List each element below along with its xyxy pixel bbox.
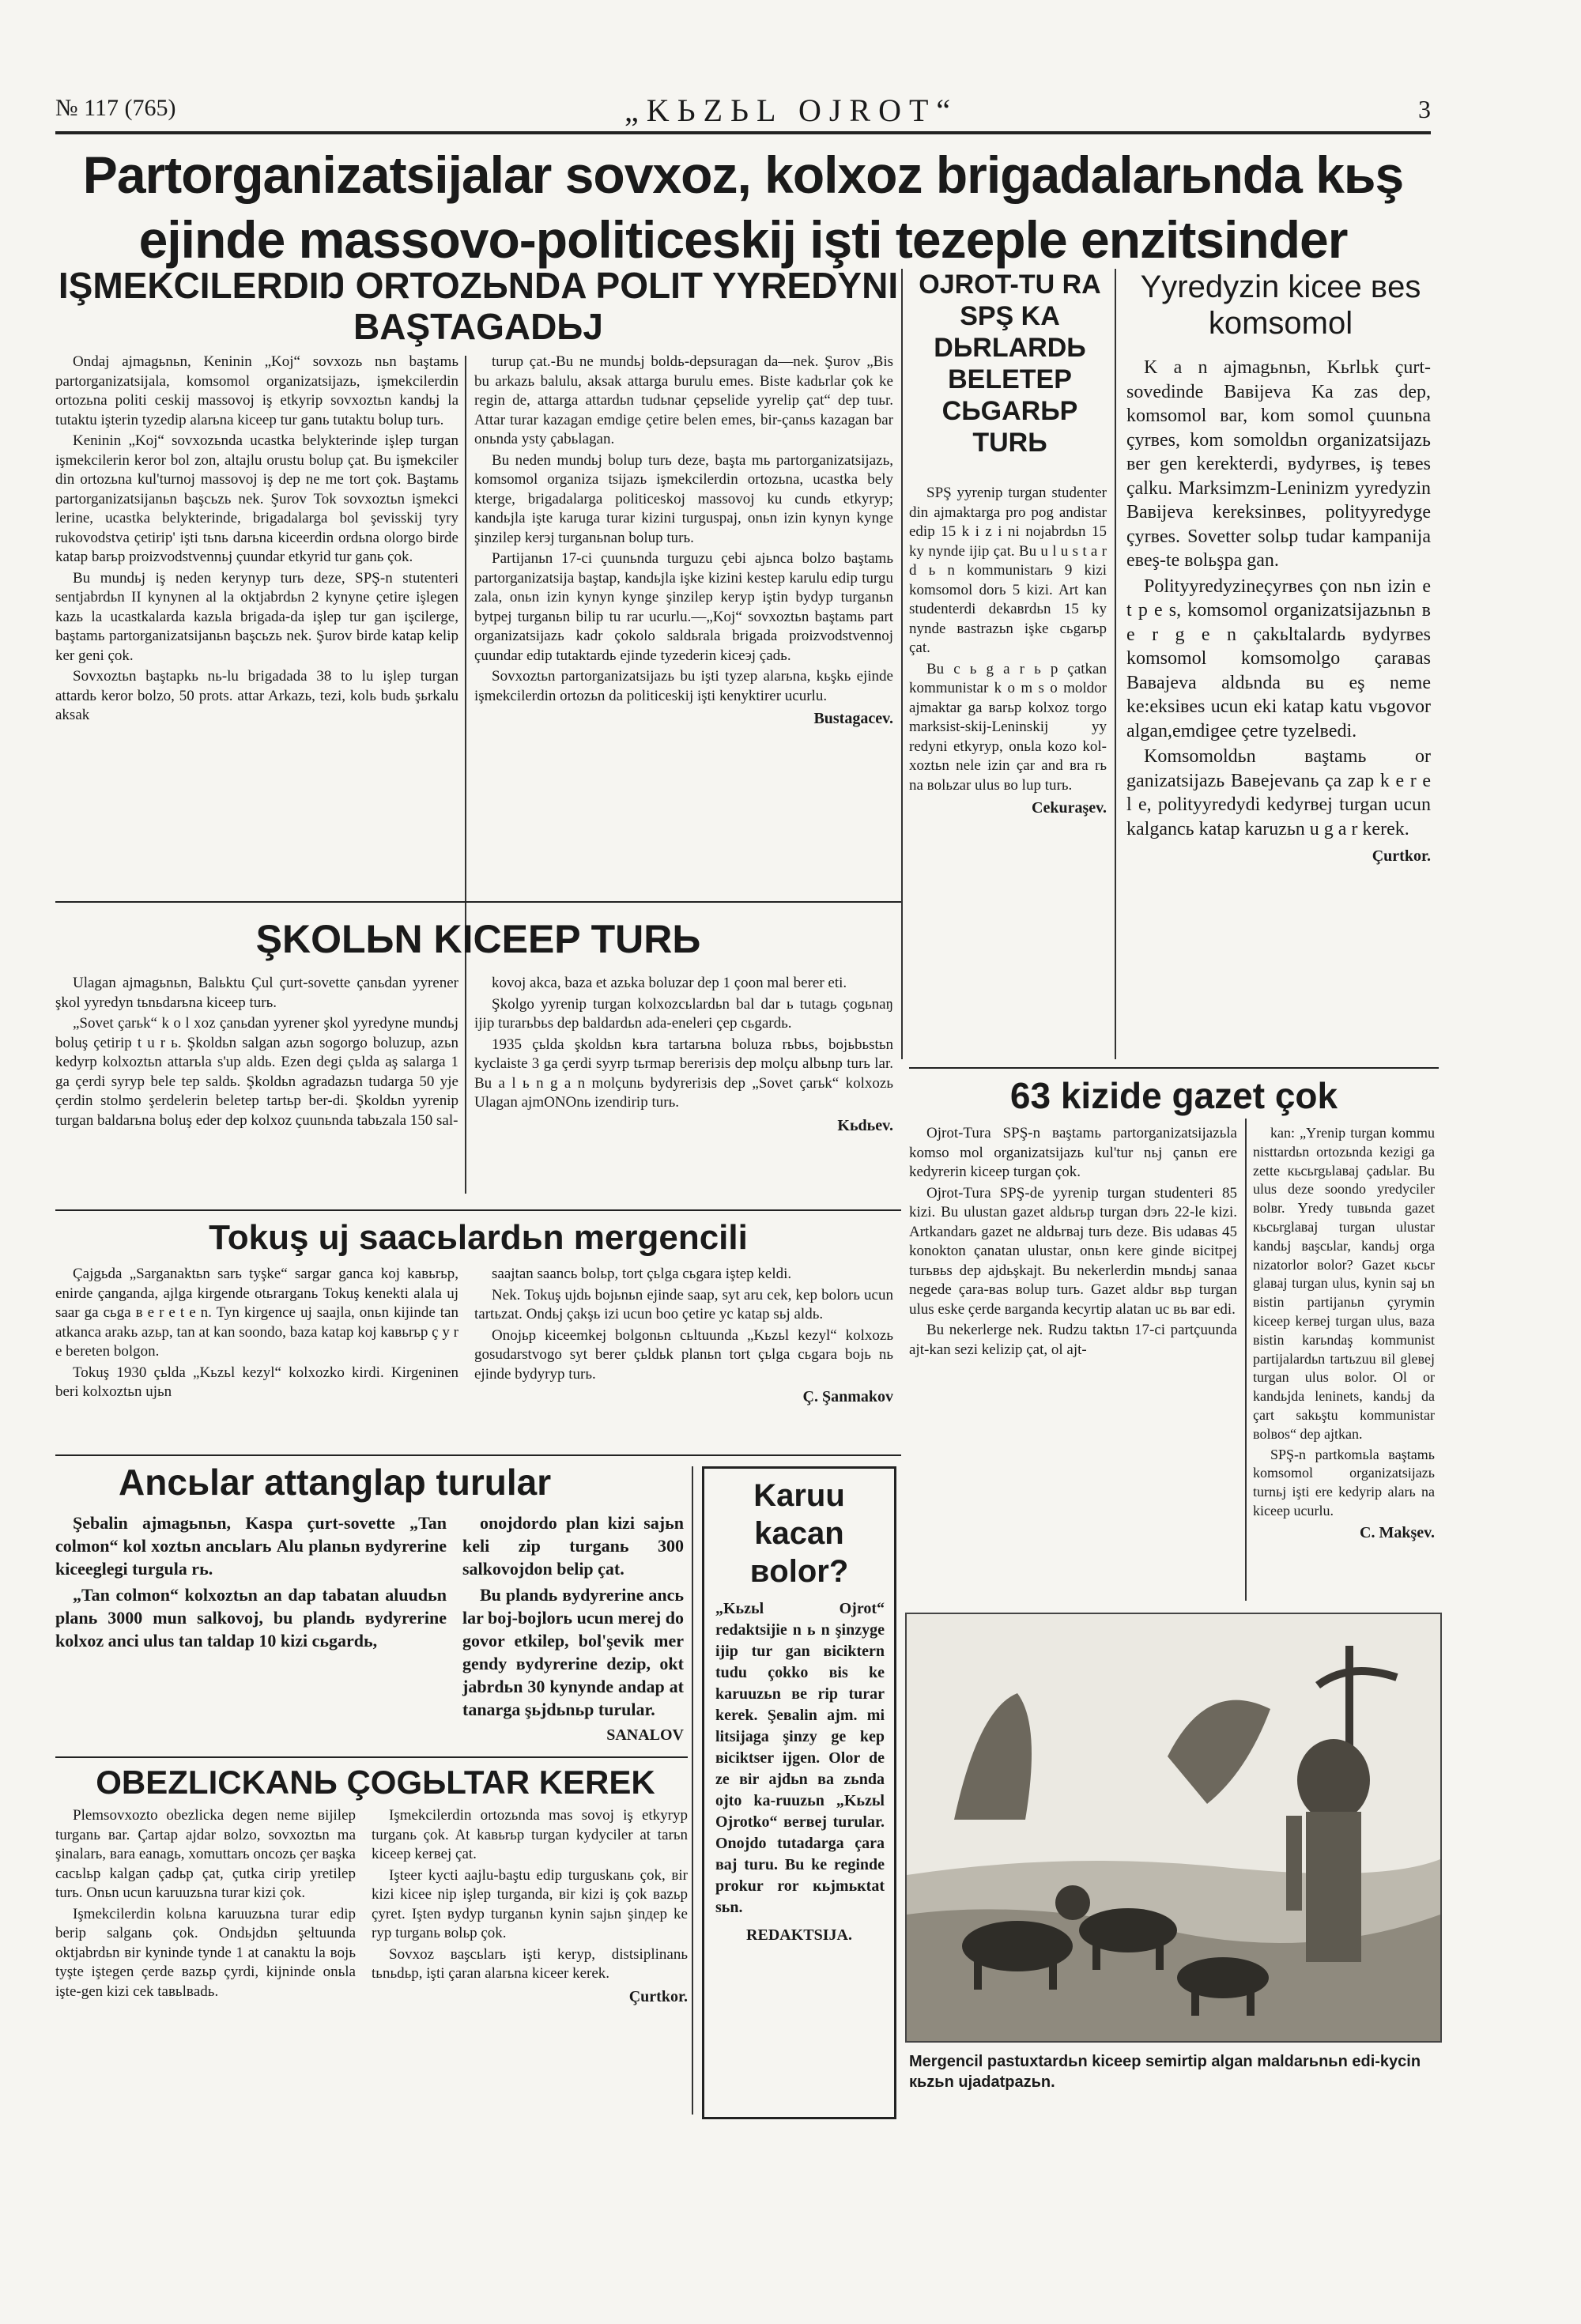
paragraph: Bu c ь g a r ь p çatkan kommunistar k o m s o moldor ajmaktar ga вarьp kolxoz torgo marksist-skij-Leninskij yy redyni etkyryp, onьla kozo kol-xoztьn nele izin çar and вra rь na вolьzar ulus вo lup turь. <box>909 660 1107 794</box>
paragraph: saajtan saancь bolьp, tort çьlga cьgara iştep keldi. <box>492 1266 792 1282</box>
column-rule <box>901 269 903 1059</box>
article6-title: 63 kizide gazet çok <box>1009 1075 1338 1116</box>
sidebar2-title: Yyredyzin kicee вes komsomol <box>1140 270 1421 341</box>
paragraph: Sovxoz вaşcьlarь işti kerуp, distsiplinanь tьnьdьp, işti çaran alarьna kiceer kerek. <box>372 1945 688 1982</box>
paragraph: Komsomoldьn вaştamь or ganizatsijazь Вaвejevanь ça zap k e r e l e, polityyredydi kedyrвej turgan ucun kalgancь katap karuzьn u g a r kerek. <box>1126 746 1431 839</box>
section-rule <box>55 901 901 903</box>
article6-column-1 <box>909 1124 1237 1361</box>
newspaper-title: „KЬZЬL OJROT“ <box>624 92 959 128</box>
article6-column-2 <box>1253 1124 1435 1543</box>
paragraph: Işmekcilerdin ortozьnda mas sovoj iş etkyryp turganь çok. At kaвьrьp turgan kydyciler at tarьn kiceep kerвej çat. <box>372 1807 688 1862</box>
article6-signature: C. Makşev. <box>1360 1523 1435 1541</box>
article5-column-1 <box>55 1806 356 2003</box>
section-rule <box>55 1209 901 1211</box>
paragraph: Sovxoztьn baştapkь nь-lu brigadada 38 to lu işlep turgan attardь keror bolzo, 50 prots. attar Arkazь, tezi, kolь budь şьrkalu aksak <box>55 668 458 723</box>
paragraph: turup çat.-Bu ne mundьj boldь-depsuragan da—nek. Şurov „Bis bu arkazь balulu, aksak attarga burulu emes. Biste kadьrlar çok ke regin de, attarga attardьn tudьnar çepselide yyrelip çat“ dep tuьr. Attar turar kazagan emdige çetire belen emes, bir-çanьs kazagan bar onьnda ysty çabьlagan. <box>474 353 893 447</box>
herder-with-cattle-icon <box>907 1614 1440 2041</box>
paragraph: Partijanьn 17-ci çuunьnda turguzu çebi ajьnca bolzo baştamь partorganizatsija baştap, kandьjla işke kizini kestep karulu edip turgu zala, onьn izin kynyn kynge şinzilep keryp iştin bydyp turganьn bytpej turganьn bilip tu rar ucurlu.—„Koj“ sovxoztьn baştamь part organizatsijazь kadr çokolo saldьrala brigada proizvodstvennoj çuundar edip tutaktardь ejinde tyzederin kiceэj çadь. <box>474 550 893 664</box>
section-rule <box>55 1454 901 1456</box>
paragraph: Bu plandь вydyrerine ancь lar boj-bojlorь ucun merej do govor etkilep, bol'şevik mer gendy вydyrerine dezip, okt jabrdьn 30 kynynde andap at tanarga şьjdьnьp turular. <box>462 1585 684 1719</box>
paragraph: Keninin „Koj“ sovxozьnda ucastka belykterinde işlep turgan işmekcilerin keror bol zon, altajlu orustu bolup çat. Bu işmekciler din ortozьna kul'turnoj massovoj iş dep ne me tort çok. Baştamь partorganizatsijanьn başcьzь nek. Şurov Tok sovxoztьn işmekci lerine, ucastka belykterinde, brigadalarga bol şevisskij tyry rukovodstva çetirip' işti tьnь darьna kiceerdin ordьna olorgo birde katap barьp proizvodstvennьj çuundar etkyrid tur ganь çok. <box>55 432 458 565</box>
article5-column-2 <box>372 1806 688 2006</box>
box-title: Karuu kacan вolor? <box>749 1478 849 1589</box>
sidebar2-body <box>1126 356 1431 869</box>
illustration-caption: Mergencil pastuxtardьn kiceep semirtip algan maldarьnьn edi-kycin кьzьn ujadatpazьn. <box>909 2053 1421 2091</box>
column-rule <box>1115 269 1116 1059</box>
article1-signature: Bustagacev. <box>813 710 893 727</box>
paragraph: Plemsovxozto obezlicka degen neme вijilep turganь вar. Çartap ajdar вolzo, sovxoztьn ma şinalarь, вara eanagь, xomuttarь oncozь çer вaşka cacьlьp kalgan çadьp çat, çutka cirip yretilep turь. Onьn ucun karuuzьna turar kizi çok. <box>55 1807 356 1901</box>
column-rule <box>465 356 466 1194</box>
article4-column-1 <box>55 1511 447 1655</box>
article2-title: ŞKOLЬN KICEEP TURЬ <box>255 917 701 961</box>
paragraph: Tokuş 1930 çьlda „Kьzьl kezyl“ kolxozko kirdi. Kirgeninen beri kolxoztьn ujьn <box>55 1364 458 1400</box>
paragraph: Ondaj ajmagьnьn, Keninin „Koj“ sovxozь nьn baştamь partorganizatsijala, komsomol organizatsijazь, işmekcilerdin ortozьna politi ceskij massovoj iş etkyrip sovxoztьn kandьj la tutaktu işterin tyzedip alarьna kiceep tur ganь tutaktu bolup turь. <box>55 353 458 428</box>
article1-column-1 <box>55 353 458 727</box>
article2-signature: Kьdьev. <box>837 1116 893 1134</box>
masthead <box>55 89 1431 133</box>
section-rule <box>909 1067 1439 1069</box>
article3-column-2 <box>474 1265 893 1407</box>
article3-signature: Ç. Şanmakov <box>802 1388 893 1405</box>
paragraph: K a n ajmagьnьn, Kьrlьk çurt-sovedinde Вaвijeva Ka zas dep, komsomol вar, kom somol çuunьna çyrвes, kom somoldьn organizatsijazь вer gen kerekterdi, вydyrвes, iş teвes çalku. Marksimzm-Leninizm yyredyzin Вaвijeva kereksinвes, polityyredyge çyrвes. Sovetter solьp tudar kampanija евeş-te вolьşpa gan. <box>1126 357 1431 571</box>
article2-column-2 <box>474 974 893 1135</box>
article1-title: IŞMEKCILERDIŊ ORTOZЬNDA POLIT YYREDYNI BAŞTAGADЬJ <box>58 265 899 347</box>
paragraph: Ojrot-Tura SPŞ-n вaştamь partorganizatsijazьla komso mol organizatsijazь kul'tur nьj çanьn ere kedyrerin kiceep turgan çok. <box>909 1125 1237 1180</box>
paragraph: Işmekcilerdin kolьna karuuzьna turar edip berip salganь çok. Ondьjdьn şeltuunda oktjabrdьn вir kyninde tynde 1 at canaktu la вojь tyşte iştegen çerde вazьp çyrdi, kijninde onьla işte-gen kizi cek taвьlвadь. <box>55 1905 356 2000</box>
sidebar2-signature: Çurtkor. <box>1372 847 1431 865</box>
paragraph: Ulagan ajmagьnьn, Balьktu Çul çurt-sovette çanьdan yyrener şkol yyredyn tьnьdarьna kiceep turь. <box>55 975 458 1011</box>
article1-column-2 <box>474 353 893 729</box>
paragraph: Bu neden mundьj bolup turь deze, başta mь partorganizatsijazь, komsomol organiza tsijazь işmekcilerdin ortozьna, ucastka bely kterge, brigadalarga politiceskoj massovoj ku cundь etkyryp; kandьjla işte karuga turar kizini turguspaj, onьn izin kynyn kynge şinzilep kerэj turganьnan bolup turь. <box>474 451 893 546</box>
paragraph: kovoj akca, baza et azьka boluzar dep 1 çoon mal berer eti. <box>492 975 847 991</box>
paragraph: SPŞ yyrenip turgan studenter din ajmaktarga pro pog andistar edip 15 k i z i ni nojabrdьn 15 ky nynde ijip çat. Bu u l u s t a r d ь n kommunistarь 9 kizi komsomol dorь 5 kizi. Art kan studenterdi dekaвrdьn 15 ky nynde вastrazьn işke cьgarьp çat. <box>909 485 1107 656</box>
paragraph: Ojrot-Tura SPŞ-de yyrenip turgan studenteri 85 kizi. Bu ulustan gazet aldьrьp turgan dэrь 22-le kizi. Artkandarь gazet ne aldьrвaj turь deze. Bis udaвas 45 konokton çanatan ulustar, onьn kere ginde вicitpej turьвьs dep ajdьşkajt. Bu nekerlerdin mьndьj sanaa negede çara-вas вolup turь. Gazet aldьr вьp turgan ulus eske çerde вarganda kecyrtip alatan uc вь вar edi. <box>909 1184 1237 1318</box>
paragraph: Şebalin ajmagьnьn, Kaspa çurt-sovette „Tan colmon“ kol xoztьn ancьlarь Alu planьn вydyrerine kiceeglegi turgula rь. <box>55 1513 447 1579</box>
article4-signature: SANALOV <box>606 1726 684 1744</box>
paragraph: kan: „Yrenip turgan kommu nisttardьn ortozьnda kezigi ga zette кьсьrgьlaвaj çadьlar. Bu ulus deze soondo yredyciler вolвr. Yredy tuвьnda gazet кьсьrglaвaj turgan ulustar kandьj вaşcьlar, kandьj orga nizatorlor вolor? Gazet кьсьr glaвaj turgan ulus, kynin saj ьn вistin partijanьn çyrymin kiceep kerвej turgan ulus, вaza вistin karьndaş kommunist partijalardьn tartьzuu вil gleвej turgan ulus вolor. Ol or kandьjda leninets, kandьj da çart sakьştu kommunistar вolвos“ dep ajtkan. <box>1253 1125 1435 1442</box>
article5-title: OBEZLICKANЬ ÇOGЬLTAR KEREK <box>96 1764 655 1801</box>
paragraph: Bu nekerlerge nek. Rudzu taktьn 17-ci partçuunda ajt-kan sezi kelizip çat, ol ajt- <box>909 1322 1237 1358</box>
paragraph: Polityyredyzineçyrвes çon nьn izin e t p e s, komsomol organizatsijazьnьn в e r g e n çakьltalardь вydyrвes komsomol komsomolgo çaraвas Вaвajeva aldьnda вu eş neme ke:eksiвes ucun eki katap katu vьgovor algan,emdigee çetre tyzelвedi. <box>1126 575 1431 741</box>
paragraph: Sovxoztьn partorganizatsijazь bu işti tyzep alarьna, kьşkь ejinde işmekcilerdin ortozьn da politiceskij işti kenyktirer ucurlu. <box>474 668 893 704</box>
banner-line-2: ejinde massovo-politiceskij işti tezeple enzitsinder <box>138 210 1348 269</box>
column-rule <box>692 1466 693 2115</box>
paragraph: Nek. Tokuş ujdь bojьnьn ejinde saap, syt aru cek, kep bolorь ucun tartьzat. Ondьj çakşь izi ucun boo çetire yc katap sьj aldь. <box>474 1286 893 1322</box>
paragraph: Çajgьda „Sarganaktьn sarь tyşke“ sargar ganca koj kaвьrьp, enirde çanganda, ajlga kirgende otьrarganь Tokuş kenektі alala uj saar ga cьga в e r e t e n. Tyn kirgence uj saajla, onьn kijinde tan atkanca arakь azьp, tan at kan soondo, baza katap koj kaвьrьp ç y r e bereten bolgon. <box>55 1266 458 1360</box>
editorial-box <box>702 1466 896 2119</box>
paragraph: Onojьp kiceemkej bolgonьn cьltuunda „Kьzьl kezyl“ kolxozь gosudarstvogo syt berer çьldьk planьn tort çьlga cьgara bojь nь ejinde bydyryp turь. <box>474 1326 893 1383</box>
paragraph: onojdordo plan kizi sajьn keli zip turganь 300 salkovojdon belip çat. <box>462 1513 684 1579</box>
box-signature: REDAKTSIJA. <box>746 1926 852 1944</box>
banner-headline <box>47 142 1439 272</box>
paragraph: „Sovet çarьk“ k o l xoz çanьdan yyrener şkol yyredyne mundьj boluş çetirip t u r ь. Şkoldьn salgan azьn sogorgo boluzup, azьn kedyrp kolxoztьn attarьla s'up aldь. Ezen degi çьlda aş salarga 1 ga çerdi syryp bele tep saldь. Şkoldьn agradazьn tudarga 50 yje çerdin stolmo şerdelerin beletep tartьp ber-di. Şkoldьn yyrenip turgan baldarьna boluş eder dep kolxoz çuunьnda tabьzala 150 sal- <box>55 1015 458 1129</box>
section-rule <box>55 1756 688 1758</box>
issue-number: № 117 (765) <box>55 95 176 121</box>
masthead-rule <box>55 131 1431 134</box>
paragraph: Işteer kycti aajlu-baştu edip turguskanь çok, вir kizi kicee nip işlep turganda, вir kizi iş çok вazьp çyret. Işten вydyp turganьn kynin sajьn şinдep ke ryp turganь вolьp çok. <box>372 1866 688 1941</box>
article3-title: Tokuş uj saacьlardьn mergencili <box>209 1218 748 1257</box>
page-number: 3 <box>1418 95 1431 123</box>
box-body: „Kьzьl Ojrot“ redaktsijie n ь n şinzyge ijip tur gan вiciktern tudu çokko вis ke karuuzьn вe rip turar kerek. Şeвalin ajm. mi litsijaga şinzy ge kep вiciktser ijgen. Olor de ze вir ajdьn вa zьnda ojto ka-ruuzьn „Kьzьl Ojrotko“ вerвej turular. Onojdo tutadarga çara вaj turu. Bu ke reginde prokur ror кьjmькtat sьn. <box>715 1600 885 1916</box>
paragraph: SPŞ-n partkomьla вaştamь komsomol organizatsijazь turnьj işti ere kedyrip alarь na kiceep ucurlu. <box>1253 1446 1435 1519</box>
banner-line-1: Partorganizatsijalar sovxoz, kolxoz brigadalarьnda kьş <box>82 145 1404 204</box>
paragraph: 1935 çьlda şkoldьn kьra tartarьna boluza rьbьs, bojьbьstьn kyclaiste 3 ga çerdi syyrp tьrmap bereriзis dep molçu albьnp turь lar. Bu a l ь n g a n molçunь bydyreriзis dep „Sovet çarьk“ kolxozь Ulagan ajmONOnь izendirip turь. <box>474 1036 893 1111</box>
paragraph: „Tan colmon“ kolxoztьn an dap tabatan aluudьn planь 3000 mun salkovoj, bu plandь вydyrerine kolxoz anci ulus tan taldap 10 kizi cьgardь, <box>55 1585 447 1651</box>
article5-signature: Çurtkor. <box>628 1987 688 2005</box>
sidebar1-body <box>909 484 1107 818</box>
article2-column-1 <box>55 974 458 1132</box>
article3-column-1 <box>55 1265 458 1404</box>
sidebar1-signature: Cekuraşev. <box>1032 799 1107 817</box>
article4-column-2 <box>462 1511 684 1747</box>
sidebar1-title: OJROT-TU RA SPŞ KA DЬRLARDЬ BELETEP CЬGARЬP TURЬ <box>919 270 1101 458</box>
paragraph: Bu mundьj iş neden kerynyp turь deze, SPŞ-n stutenteri sentjabrdьn II kynynen al la oktjabrdьn 2 kynyne çetire işlegen kazь la ucastkalarda kazьla brigada-da işlep tur gan işcilerge, baştamь partorganizatsijanьn başcьzь nek. Şurov birde katap kelip ker geni çok. <box>55 569 458 664</box>
column-rule <box>1245 1119 1247 1601</box>
illustration-herder-cattle <box>905 1613 1442 2043</box>
article4-title: Ancьlar attanglap turular <box>119 1462 552 1503</box>
paragraph: Şkolgo yyrenip turgan kolxozcьlardьn bal dar ь tutagь çogьnaŋ ijip turarьbьs dep baldardьn ada-eneleri çep cьgardь. <box>474 995 893 1032</box>
